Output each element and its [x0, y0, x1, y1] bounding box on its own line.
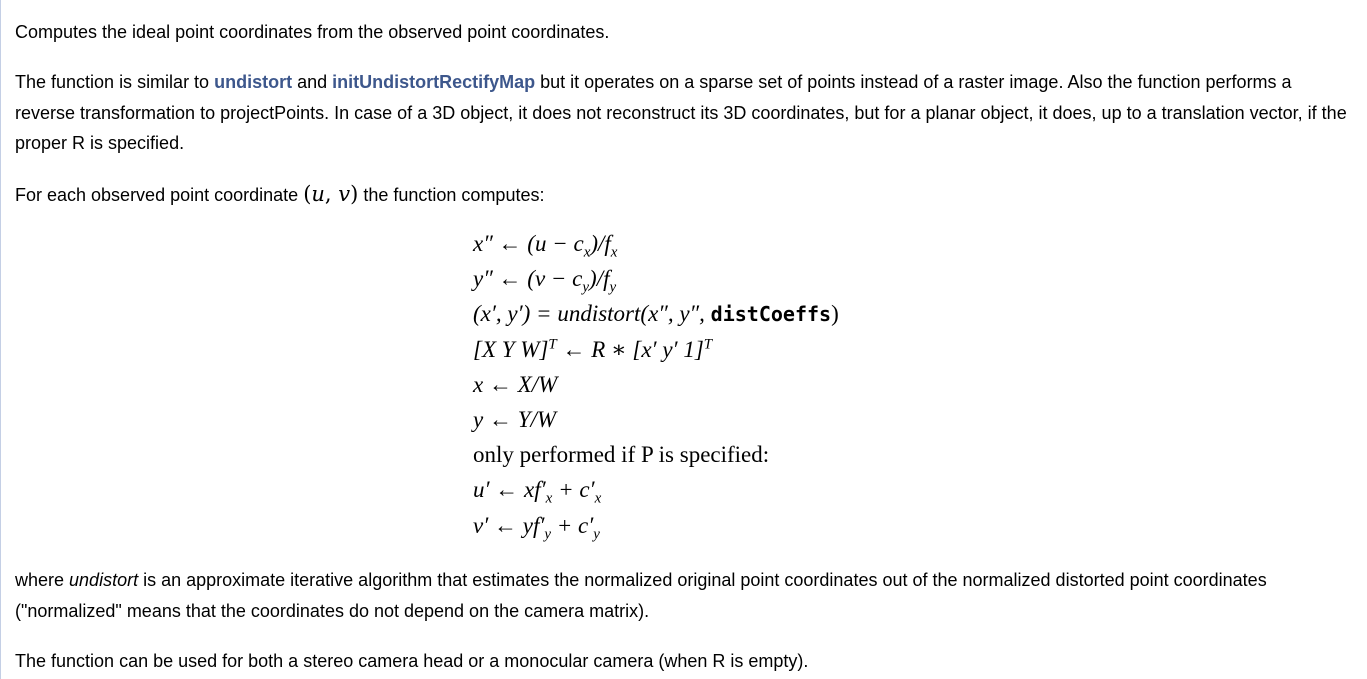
formula-line-5: x ← X/W [473, 371, 558, 397]
formula-line-8: u′ ← $xf'_x + c'_x$ [473, 477, 602, 507]
formula-line-6: y ← Y/W [473, 406, 557, 432]
formula-line-7: only performed if P is specified: [473, 442, 770, 468]
init-undistort-rectify-map-link[interactable]: initUndistortRectifyMap [332, 72, 536, 92]
computes-paragraph [15, 179, 1355, 211]
intro-text: Computes the ideal point coordinates from the observed point coordinates. [15, 22, 610, 42]
usage-text: The function can be used for both a stereo camera head or a monocular camera (when R is empty). [15, 651, 809, 671]
undistort-term: undistort [69, 570, 139, 590]
explanation-text-rest: is an approximate iterative algorithm that estimates the normalized original point coordinates out of the normalized distorted point coordinates ("normalized" means that the coordinates do not depend on the camera matrix). [15, 570, 1267, 621]
formula-line-2: y″ ← $(v - c_y)/f_y$ [473, 266, 617, 296]
formula-line-3: (x′, y′) = undistort(x″, y″, distCoeffs) [473, 301, 839, 327]
similarity-paragraph [15, 67, 1355, 159]
intro-paragraph [15, 17, 1355, 48]
similarity-text-rest: but it operates on a sparse set of points instead of a raster image. Also the function performs a reverse transformation to projectPoints. In case of a 3D object, it does not reconstruct its 3D coordinates, but for a planar object, it does, up to a translation vector, if the proper R is specified. [15, 72, 1347, 153]
formula-block [473, 226, 839, 543]
formula-line-1: x″ ← $(u - c_x)/f_x$ [473, 231, 618, 261]
computes-text-end: the function computes: [358, 185, 545, 205]
explanation-text-start: where [15, 570, 70, 590]
similarity-text-start: The function is similar to [15, 72, 215, 92]
usage-paragraph [15, 646, 1355, 677]
formula-line-4: [X Y W]$^T$ ← R ∗ [x′ y′ 1]$^T$ [473, 335, 713, 362]
computes-text-start: For each observed point coordinate [15, 185, 304, 205]
similarity-text-and: and [292, 72, 333, 92]
formula-line-9: v′ ← $yf'_y + c'_y$ [473, 512, 600, 543]
uv-inline-math: (u, v) [303, 182, 359, 206]
undistort-link[interactable]: undistort [214, 72, 293, 92]
undistort-explanation-paragraph [15, 565, 1355, 626]
